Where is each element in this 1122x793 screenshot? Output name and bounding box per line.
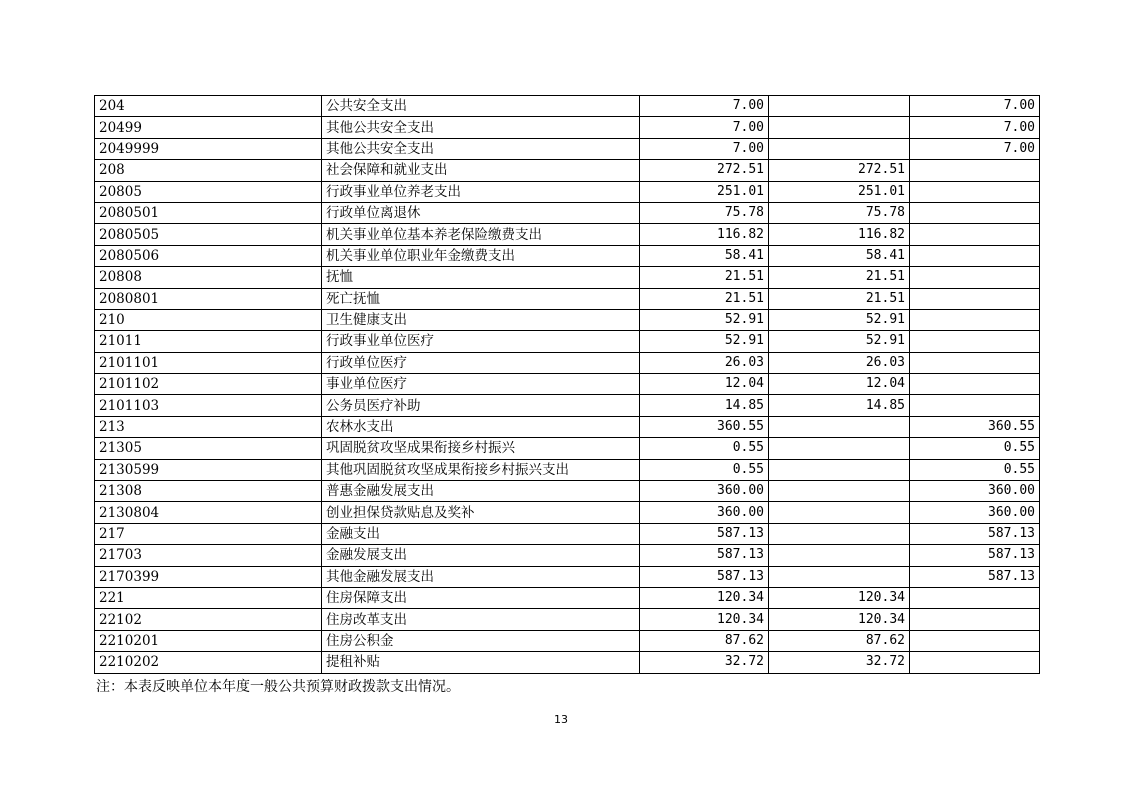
project-expenditure-cell bbox=[910, 609, 1040, 630]
project-expenditure-cell: 360.00 bbox=[910, 481, 1040, 502]
total-amount-cell: 87.62 bbox=[640, 630, 769, 651]
project-expenditure-cell bbox=[910, 374, 1040, 395]
basic-expenditure-cell bbox=[769, 566, 910, 587]
total-amount-cell: 360.00 bbox=[640, 481, 769, 502]
table-row bbox=[95, 438, 1040, 459]
basic-expenditure-cell: 21.51 bbox=[769, 288, 910, 309]
basic-expenditure-cell: 272.51 bbox=[769, 160, 910, 181]
project-expenditure-cell bbox=[910, 267, 1040, 288]
basic-expenditure-cell: 251.01 bbox=[769, 181, 910, 202]
subject-code-cell: 21305 bbox=[95, 438, 322, 459]
subject-code-cell: 217 bbox=[95, 523, 322, 544]
subject-name-cell: 机关事业单位职业年金缴费支出 bbox=[322, 245, 640, 266]
subject-name-cell: 其他金融发展支出 bbox=[322, 566, 640, 587]
total-amount-cell: 7.00 bbox=[640, 96, 769, 117]
subject-code-cell: 221 bbox=[95, 587, 322, 608]
subject-code-cell: 2101101 bbox=[95, 352, 322, 373]
expenditure-table bbox=[94, 95, 1040, 674]
table-row bbox=[95, 202, 1040, 223]
project-expenditure-cell bbox=[910, 288, 1040, 309]
total-amount-cell: 0.55 bbox=[640, 438, 769, 459]
table-row bbox=[95, 587, 1040, 608]
table-row bbox=[95, 288, 1040, 309]
total-amount-cell: 75.78 bbox=[640, 202, 769, 223]
project-expenditure-cell bbox=[910, 309, 1040, 330]
subject-code-cell: 22102 bbox=[95, 609, 322, 630]
project-expenditure-cell: 587.13 bbox=[910, 523, 1040, 544]
table-row bbox=[95, 96, 1040, 117]
table-row bbox=[95, 117, 1040, 138]
total-amount-cell: 0.55 bbox=[640, 459, 769, 480]
table-row bbox=[95, 267, 1040, 288]
basic-expenditure-cell bbox=[769, 138, 910, 159]
basic-expenditure-cell: 52.91 bbox=[769, 309, 910, 330]
subject-code-cell: 21703 bbox=[95, 545, 322, 566]
total-amount-cell: 58.41 bbox=[640, 245, 769, 266]
total-amount-cell: 26.03 bbox=[640, 352, 769, 373]
subject-code-cell: 2101102 bbox=[95, 374, 322, 395]
basic-expenditure-cell: 12.04 bbox=[769, 374, 910, 395]
subject-name-cell: 金融支出 bbox=[322, 523, 640, 544]
subject-name-cell: 住房公积金 bbox=[322, 630, 640, 651]
subject-name-cell: 其他巩固脱贫攻坚成果衔接乡村振兴支出 bbox=[322, 459, 640, 480]
total-amount-cell: 52.91 bbox=[640, 309, 769, 330]
project-expenditure-cell: 587.13 bbox=[910, 566, 1040, 587]
subject-name-cell: 抚恤 bbox=[322, 267, 640, 288]
table-row bbox=[95, 523, 1040, 544]
total-amount-cell: 7.00 bbox=[640, 138, 769, 159]
table-row bbox=[95, 481, 1040, 502]
subject-name-cell: 住房保障支出 bbox=[322, 587, 640, 608]
subject-name-cell: 普惠金融发展支出 bbox=[322, 481, 640, 502]
table-row bbox=[95, 138, 1040, 159]
project-expenditure-cell: 7.00 bbox=[910, 138, 1040, 159]
project-expenditure-cell: 0.55 bbox=[910, 438, 1040, 459]
total-amount-cell: 14.85 bbox=[640, 395, 769, 416]
subject-name-cell: 公共安全支出 bbox=[322, 96, 640, 117]
subject-name-cell: 卫生健康支出 bbox=[322, 309, 640, 330]
table-row bbox=[95, 652, 1040, 673]
basic-expenditure-cell: 75.78 bbox=[769, 202, 910, 223]
subject-name-cell: 社会保障和就业支出 bbox=[322, 160, 640, 181]
table-row bbox=[95, 331, 1040, 352]
subject-code-cell: 20499 bbox=[95, 117, 322, 138]
subject-name-cell: 住房改革支出 bbox=[322, 609, 640, 630]
basic-expenditure-cell: 26.03 bbox=[769, 352, 910, 373]
project-expenditure-cell: 7.00 bbox=[910, 117, 1040, 138]
subject-name-cell: 其他公共安全支出 bbox=[322, 117, 640, 138]
subject-name-cell: 创业担保贷款贴息及奖补 bbox=[322, 502, 640, 523]
basic-expenditure-cell bbox=[769, 481, 910, 502]
subject-code-cell: 204 bbox=[95, 96, 322, 117]
total-amount-cell: 52.91 bbox=[640, 331, 769, 352]
page-number: 13 bbox=[554, 713, 568, 726]
total-amount-cell: 120.34 bbox=[640, 609, 769, 630]
basic-expenditure-cell: 32.72 bbox=[769, 652, 910, 673]
table-row bbox=[95, 309, 1040, 330]
total-amount-cell: 32.72 bbox=[640, 652, 769, 673]
basic-expenditure-cell bbox=[769, 459, 910, 480]
total-amount-cell: 116.82 bbox=[640, 224, 769, 245]
project-expenditure-cell bbox=[910, 630, 1040, 651]
table-row bbox=[95, 245, 1040, 266]
table-row bbox=[95, 502, 1040, 523]
subject-name-cell: 巩固脱贫攻坚成果衔接乡村振兴 bbox=[322, 438, 640, 459]
basic-expenditure-cell: 21.51 bbox=[769, 267, 910, 288]
basic-expenditure-cell: 120.34 bbox=[769, 587, 910, 608]
subject-code-cell: 2080505 bbox=[95, 224, 322, 245]
basic-expenditure-cell bbox=[769, 545, 910, 566]
total-amount-cell: 7.00 bbox=[640, 117, 769, 138]
project-expenditure-cell bbox=[910, 331, 1040, 352]
subject-name-cell: 其他公共安全支出 bbox=[322, 138, 640, 159]
subject-code-cell: 213 bbox=[95, 416, 322, 437]
total-amount-cell: 12.04 bbox=[640, 374, 769, 395]
project-expenditure-cell: 360.00 bbox=[910, 502, 1040, 523]
project-expenditure-cell: 587.13 bbox=[910, 545, 1040, 566]
table-row bbox=[95, 374, 1040, 395]
basic-expenditure-cell: 52.91 bbox=[769, 331, 910, 352]
subject-code-cell: 21011 bbox=[95, 331, 322, 352]
project-expenditure-cell bbox=[910, 352, 1040, 373]
subject-name-cell: 行政事业单位医疗 bbox=[322, 331, 640, 352]
subject-code-cell: 2080506 bbox=[95, 245, 322, 266]
total-amount-cell: 360.00 bbox=[640, 502, 769, 523]
table-row bbox=[95, 395, 1040, 416]
subject-name-cell: 事业单位医疗 bbox=[322, 374, 640, 395]
basic-expenditure-cell: 120.34 bbox=[769, 609, 910, 630]
subject-code-cell: 2130804 bbox=[95, 502, 322, 523]
project-expenditure-cell bbox=[910, 395, 1040, 416]
subject-code-cell: 21308 bbox=[95, 481, 322, 502]
table-row bbox=[95, 416, 1040, 437]
subject-name-cell: 农林水支出 bbox=[322, 416, 640, 437]
basic-expenditure-cell: 58.41 bbox=[769, 245, 910, 266]
table-row bbox=[95, 566, 1040, 587]
subject-code-cell: 2210202 bbox=[95, 652, 322, 673]
basic-expenditure-cell bbox=[769, 502, 910, 523]
table-row bbox=[95, 459, 1040, 480]
subject-code-cell: 2210201 bbox=[95, 630, 322, 651]
subject-code-cell: 2080801 bbox=[95, 288, 322, 309]
table-row bbox=[95, 609, 1040, 630]
basic-expenditure-cell bbox=[769, 416, 910, 437]
subject-code-cell: 210 bbox=[95, 309, 322, 330]
total-amount-cell: 120.34 bbox=[640, 587, 769, 608]
table-row bbox=[95, 181, 1040, 202]
subject-code-cell: 2049999 bbox=[95, 138, 322, 159]
table-row bbox=[95, 160, 1040, 181]
project-expenditure-cell bbox=[910, 160, 1040, 181]
subject-name-cell: 提租补贴 bbox=[322, 652, 640, 673]
subject-code-cell: 2170399 bbox=[95, 566, 322, 587]
total-amount-cell: 360.55 bbox=[640, 416, 769, 437]
subject-name-cell: 金融发展支出 bbox=[322, 545, 640, 566]
subject-code-cell: 2080501 bbox=[95, 202, 322, 223]
table-row bbox=[95, 352, 1040, 373]
subject-name-cell: 机关事业单位基本养老保险缴费支出 bbox=[322, 224, 640, 245]
total-amount-cell: 272.51 bbox=[640, 160, 769, 181]
subject-code-cell: 20805 bbox=[95, 181, 322, 202]
project-expenditure-cell bbox=[910, 202, 1040, 223]
table-body bbox=[95, 96, 1040, 674]
project-expenditure-cell bbox=[910, 181, 1040, 202]
project-expenditure-cell bbox=[910, 587, 1040, 608]
basic-expenditure-cell bbox=[769, 438, 910, 459]
table-row bbox=[95, 630, 1040, 651]
total-amount-cell: 21.51 bbox=[640, 267, 769, 288]
project-expenditure-cell bbox=[910, 245, 1040, 266]
total-amount-cell: 587.13 bbox=[640, 523, 769, 544]
project-expenditure-cell bbox=[910, 652, 1040, 673]
subject-name-cell: 公务员医疗补助 bbox=[322, 395, 640, 416]
subject-name-cell: 行政单位离退休 bbox=[322, 202, 640, 223]
subject-code-cell: 20808 bbox=[95, 267, 322, 288]
subject-code-cell: 208 bbox=[95, 160, 322, 181]
basic-expenditure-cell: 14.85 bbox=[769, 395, 910, 416]
table-note: 注：本表反映单位本年度一般公共预算财政拨款支出情况。 bbox=[96, 679, 460, 695]
basic-expenditure-cell bbox=[769, 117, 910, 138]
basic-expenditure-cell bbox=[769, 523, 910, 544]
total-amount-cell: 21.51 bbox=[640, 288, 769, 309]
table-row bbox=[95, 545, 1040, 566]
table-row bbox=[95, 224, 1040, 245]
total-amount-cell: 587.13 bbox=[640, 566, 769, 587]
basic-expenditure-cell: 116.82 bbox=[769, 224, 910, 245]
total-amount-cell: 587.13 bbox=[640, 545, 769, 566]
total-amount-cell: 251.01 bbox=[640, 181, 769, 202]
basic-expenditure-cell bbox=[769, 96, 910, 117]
project-expenditure-cell bbox=[910, 224, 1040, 245]
basic-expenditure-cell: 87.62 bbox=[769, 630, 910, 651]
subject-name-cell: 行政单位医疗 bbox=[322, 352, 640, 373]
subject-code-cell: 2101103 bbox=[95, 395, 322, 416]
subject-name-cell: 死亡抚恤 bbox=[322, 288, 640, 309]
project-expenditure-cell: 7.00 bbox=[910, 96, 1040, 117]
project-expenditure-cell: 360.55 bbox=[910, 416, 1040, 437]
subject-code-cell: 2130599 bbox=[95, 459, 322, 480]
project-expenditure-cell: 0.55 bbox=[910, 459, 1040, 480]
subject-name-cell: 行政事业单位养老支出 bbox=[322, 181, 640, 202]
